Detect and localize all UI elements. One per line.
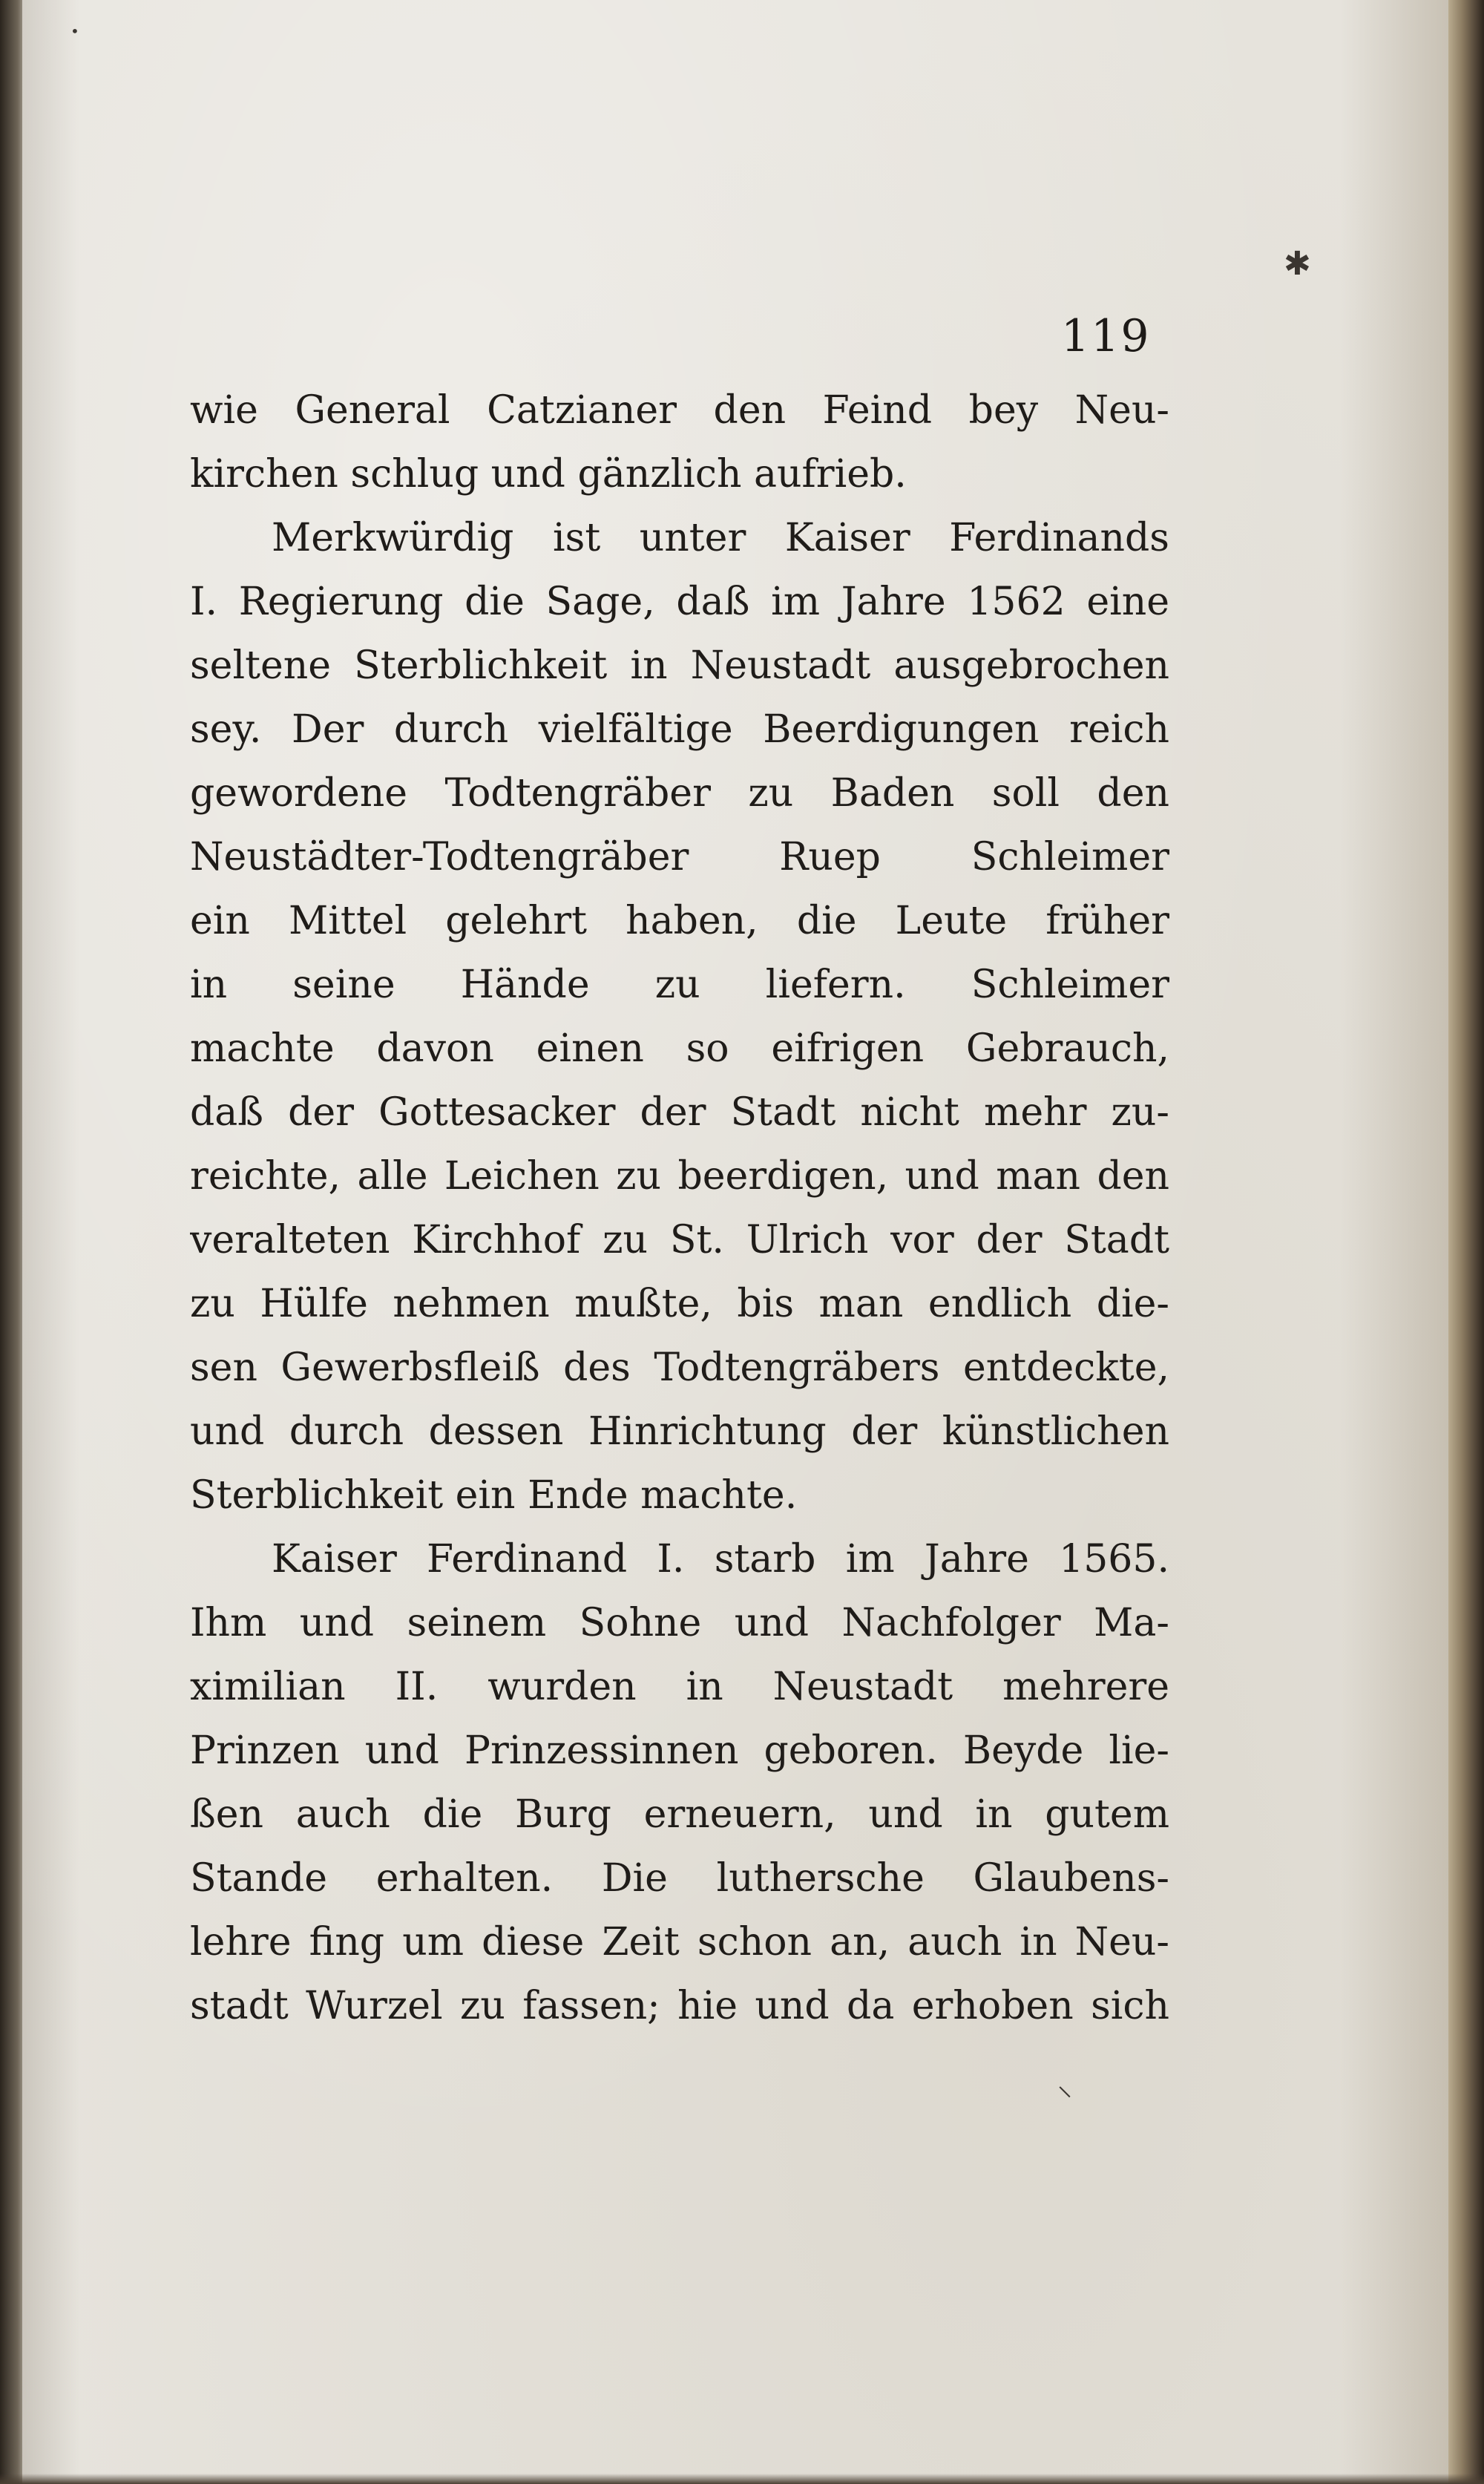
text-line: Sterblichkeit ein Ende machte.: [190, 1473, 798, 1518]
text-line: reichte, alle Leichen zu beerdigen, und man den: [190, 1154, 1169, 1199]
text-line: daß der Gottesacker der Stadt nicht mehr zu-: [190, 1090, 1169, 1135]
ink-speck: ⸜: [1057, 2068, 1072, 2103]
ink-speck: •: [70, 22, 79, 40]
text-line: I. Regierung die Sage, daß im Jahre 1562 eine: [190, 580, 1169, 624]
text-line: machte davon einen so eifrigen Gebrauch,: [190, 1026, 1169, 1071]
page-number: 119: [1061, 310, 1151, 362]
page-bottom-edge: [0, 2474, 1484, 2484]
text-line: stadt Wurzel zu fassen; hie und da erhoben sich: [190, 1984, 1169, 2028]
ink-speck: ✱: [1284, 245, 1311, 283]
text-line: wie General Catzianer den Feind bey Neu-: [190, 388, 1169, 433]
text-line: seltene Sterblichkeit in Neustadt ausgebrochen: [190, 643, 1169, 688]
text-line: gewordene Todtengräber zu Baden soll den: [190, 771, 1169, 816]
text-line: lehre fing um diese Zeit schon an, auch in Neu-: [190, 1920, 1169, 1964]
text-line: zu Hülfe nehmen mußte, bis man endlich die-: [190, 1282, 1169, 1326]
page-fore-edge: [1448, 0, 1484, 2484]
text-line: ximilian II. wurden in Neustadt mehrere: [190, 1665, 1169, 1709]
text-line: in seine Hände zu liefern. Schleimer: [190, 963, 1169, 1007]
text-line: Stande erhalten. Die luthersche Glaubens-: [190, 1856, 1169, 1901]
paragraph-start-line: Merkwürdig ist unter Kaiser Ferdinands: [272, 516, 1169, 560]
text-line: ßen auch die Burg erneuern, und in gutem: [190, 1792, 1169, 1837]
text-line: veralteten Kirchhof zu St. Ulrich vor der Stadt: [190, 1218, 1169, 1262]
text-line: ein Mittel gelehrt haben, die Leute früher: [190, 899, 1169, 943]
body-text: [190, 379, 1169, 2038]
text-line: sen Gewerbsfleiß des Todtengräbers entdeckte,: [190, 1346, 1169, 1390]
text-line: kirchen schlug und gänzlich aufrieb.: [190, 452, 907, 497]
text-line: Prinzen und Prinzessinnen geboren. Beyde lie-: [190, 1728, 1169, 1773]
text-line: Neustädter-Todtengräber Ruep Schleimer: [190, 835, 1169, 879]
text-line: sey. Der durch vielfältige Beerdigungen reich: [190, 707, 1169, 752]
paragraph-start-line: Kaiser Ferdinand I. starb im Jahre 1565.: [272, 1537, 1169, 1582]
text-line: Ihm und seinem Sohne und Nachfolger Ma-: [190, 1601, 1169, 1645]
text-line: und durch dessen Hinrichtung der künstlichen: [190, 1409, 1169, 1454]
